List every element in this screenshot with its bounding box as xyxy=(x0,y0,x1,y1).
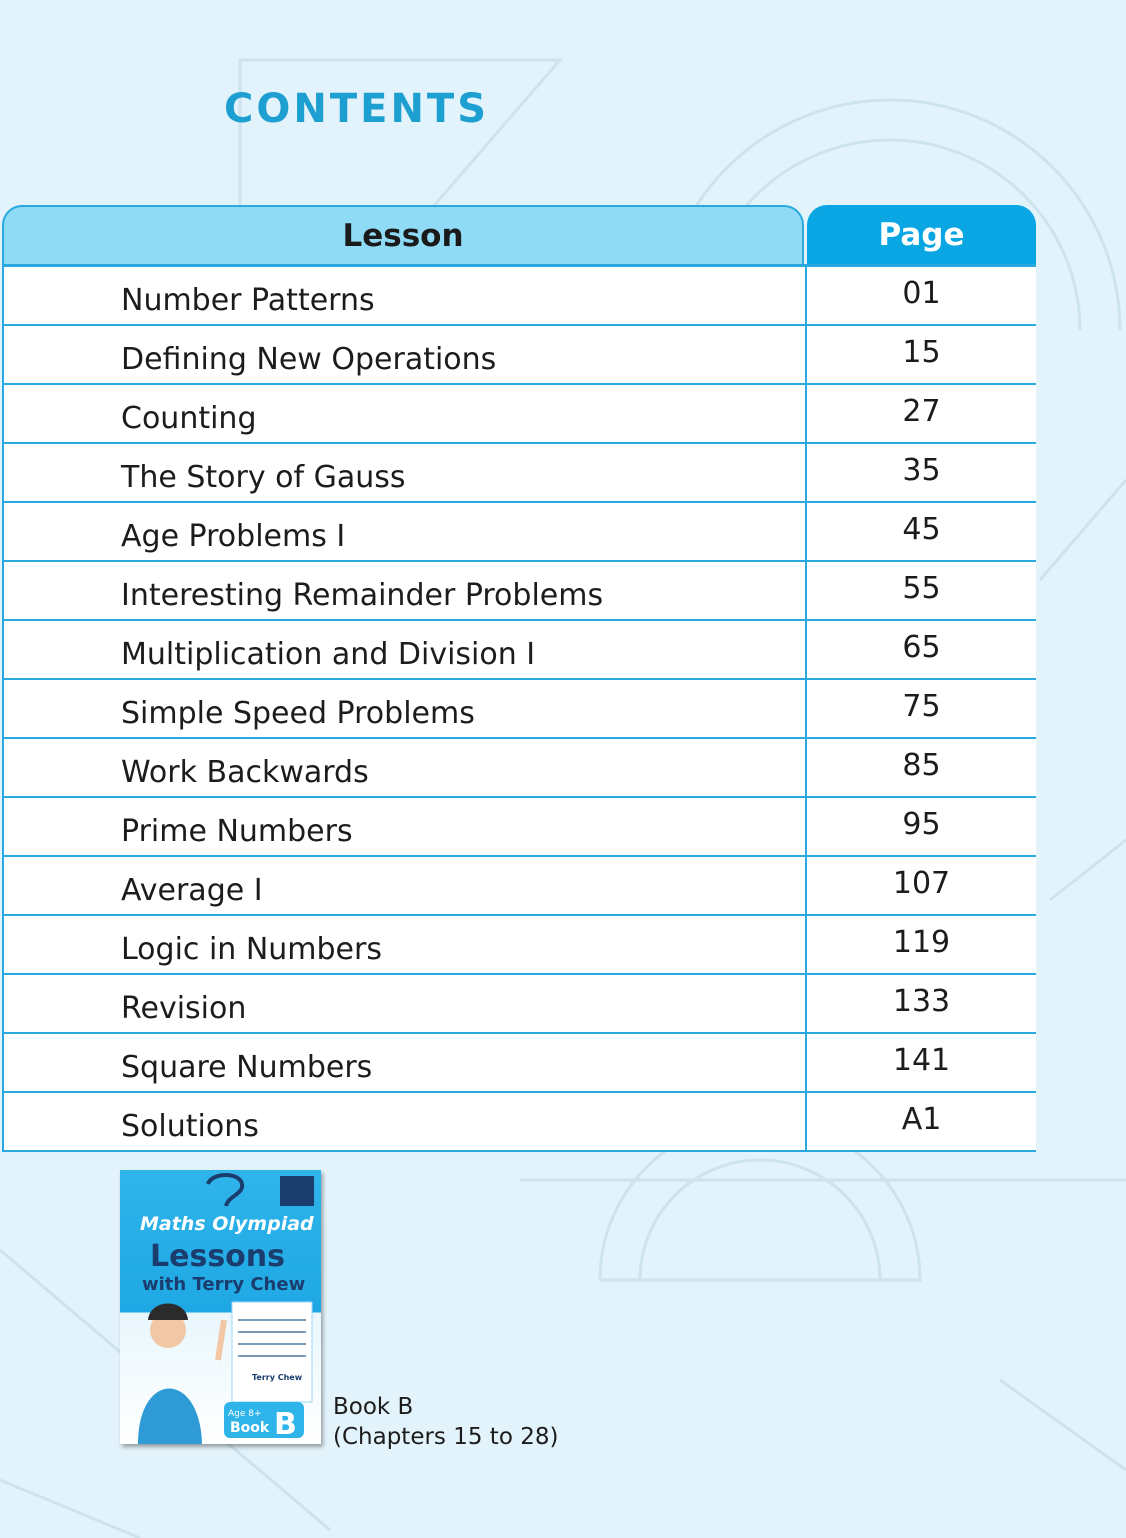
lesson-title: The Story of Gauss xyxy=(4,444,807,501)
lesson-title: Revision xyxy=(4,975,807,1032)
lesson-title: Logic in Numbers xyxy=(4,916,807,973)
page-number: 133 xyxy=(892,984,951,1019)
cover-title-line2: Lessons xyxy=(150,1239,285,1274)
book-caption-chapters: (Chapters 15 to 28) xyxy=(333,1424,559,1450)
page-number: 35 xyxy=(902,453,941,488)
page-number: 01 xyxy=(902,276,941,311)
cover-title-line3: with Terry Chew xyxy=(142,1274,306,1295)
table-row[interactable] xyxy=(2,975,1036,1034)
page-column-header: Page xyxy=(807,205,1036,264)
page-number: 85 xyxy=(902,748,941,783)
page-number: 141 xyxy=(892,1043,951,1078)
table-row[interactable] xyxy=(2,503,1036,562)
book-caption-title: Book B xyxy=(333,1394,414,1420)
table-row[interactable] xyxy=(2,385,1036,444)
page-number: 75 xyxy=(902,689,941,724)
cover-title-line1: Maths Olympiad xyxy=(140,1213,314,1235)
table-row[interactable] xyxy=(2,680,1036,739)
lesson-title: Age Problems I xyxy=(4,503,807,560)
table-row[interactable] xyxy=(2,1093,1036,1152)
table-row[interactable] xyxy=(2,326,1036,385)
page-number: 119 xyxy=(892,925,951,960)
lesson-title: Work Backwards xyxy=(4,739,807,796)
table-row[interactable] xyxy=(2,739,1036,798)
lesson-title: Prime Numbers xyxy=(4,798,807,855)
table-row[interactable] xyxy=(2,916,1036,975)
lesson-title: Interesting Remainder Problems xyxy=(4,562,807,619)
table-row[interactable] xyxy=(2,798,1036,857)
table-row[interactable] xyxy=(2,1034,1036,1093)
table-body xyxy=(2,264,1036,1152)
page-number: 107 xyxy=(892,866,951,901)
cover-book-label: Book xyxy=(230,1420,270,1436)
contents-table xyxy=(2,205,1036,1152)
lesson-title: Square Numbers xyxy=(4,1034,807,1091)
page-number: 15 xyxy=(902,335,941,370)
lesson-column-header: Lesson xyxy=(2,205,804,264)
page-title: CONTENTS xyxy=(224,86,490,132)
lesson-title: Number Patterns xyxy=(4,267,807,324)
cover-age: Age 8+ xyxy=(228,1409,262,1419)
book-caption xyxy=(333,1392,558,1452)
book-cover-image xyxy=(120,1170,321,1444)
table-row[interactable] xyxy=(2,621,1036,680)
lesson-title: Defining New Operations xyxy=(4,326,807,383)
table-row[interactable] xyxy=(2,562,1036,621)
lesson-title: Average I xyxy=(4,857,807,914)
table-row[interactable] xyxy=(2,444,1036,503)
lesson-title: Multiplication and Division I xyxy=(4,621,807,678)
page-number: 27 xyxy=(902,394,941,429)
table-header xyxy=(2,205,1036,264)
page-number: 55 xyxy=(902,571,941,606)
page-number: 95 xyxy=(902,807,941,842)
page-number: A1 xyxy=(901,1102,942,1137)
page-number: 65 xyxy=(902,630,941,665)
table-row[interactable] xyxy=(2,857,1036,916)
cover-author: Terry Chew xyxy=(252,1373,303,1382)
lesson-title: Counting xyxy=(4,385,807,442)
cover-book-letter: B xyxy=(274,1407,297,1442)
lesson-title: Simple Speed Problems xyxy=(4,680,807,737)
lesson-title: Solutions xyxy=(4,1093,807,1150)
table-row[interactable] xyxy=(2,267,1036,326)
page-number: 45 xyxy=(902,512,941,547)
